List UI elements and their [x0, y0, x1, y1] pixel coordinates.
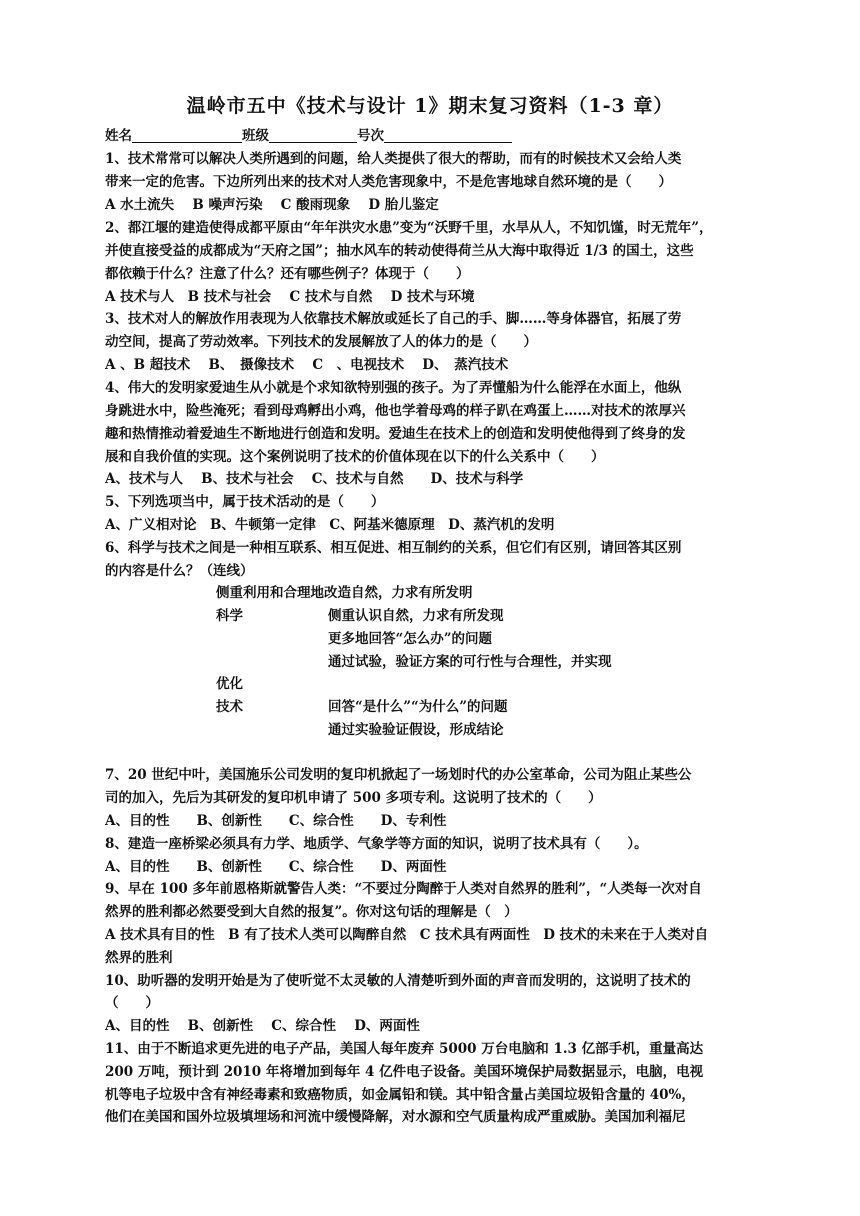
number-label: 号次 [357, 128, 384, 144]
q1-line1: 1、技术常常可以解决人类所遇到的问题，给人类提供了很大的帮助，而有的时候技术又会给人类 [105, 151, 682, 167]
match-label-technology[interactable]: 技术 [216, 699, 243, 715]
q7-options: A、目的性 B、创新性 C、综合性 D、专利性 [105, 813, 447, 829]
q7-line2: 司的加入，先后为其研发的复印机申请了 500 多项专利。这说明了技术的（ ） [105, 790, 602, 806]
student-info-line [105, 126, 765, 146]
q5-line1: 5、下列选项当中，属于技术活动的是（ ） [105, 494, 385, 510]
q10-options: A、目的性 B、创新性 C、综合性 D、两面性 [105, 1018, 420, 1034]
q4-line2: 身跳进水中，险些淹死；看到母鸡孵出小鸡，他也学着母鸡的样子趴在鸡蛋上……对技术的浓厚兴 [105, 403, 686, 419]
name-label: 姓名 [105, 128, 132, 144]
q4-options: A、技术与人 B、技术与社会 C、技术与自然 D、技术与科学 [105, 471, 524, 487]
q10-line2: （ ） [105, 995, 159, 1011]
q8-line1: 8、建造一座桥梁必须具有力学、地质学、气象学等方面的知识，说明了技术具有（ ）。 [105, 836, 648, 852]
q6-line1: 6、科学与技术之间是一种相互联系、相互促进、相互制约的关系，但它们有区别，请回答其区别 [105, 540, 682, 556]
q3-options: A 、B 超技术 B、 摄像技术 C 、电视技术 D、 蒸汽技术 [105, 357, 509, 373]
q6-line2: 的内容是什么？（连线） [105, 563, 254, 579]
q2-line2: 并使直接受益的成都成为“天府之国”；抽水风车的转动使得荷兰从大海中取得近 1/3 的国土，这些 [105, 243, 694, 259]
q11-line4: 他们在美国和国外垃圾填埋场和河流中缓慢降解，对水源和空气质量构成严重威胁。美国加利福尼 [105, 1109, 686, 1125]
q4-line3: 趣和热情推动着爱迪生不断地进行创造和发明。爱迪生在技术上的创造和发明使他得到了终身的发 [105, 426, 686, 442]
class-label: 班级 [242, 128, 269, 144]
q11-line1: 11、由于不断追求更先进的电子产品，美国人每年废弃 5000 万台电脑和 1.3 亿部手机，重量高达 [105, 1041, 704, 1057]
q2-line1: 2、都江堰的建造使得成都平原由“年年洪灾水患”变为“沃野千里，水旱从人，不知饥馑，时无荒年”， [105, 220, 713, 236]
match-item-3[interactable]: 更多地回答“怎么办”的问题 [328, 631, 493, 647]
q9-line2: 然界的胜利都必然要受到大自然的报复”。你对这句话的理解是（ ） [105, 904, 518, 920]
match-item-2[interactable]: 侧重认识自然，力求有所发现 [328, 608, 504, 624]
q1-line2: 带来一定的危害。下边所列出来的技术对人类危害现象中，不是危害地球自然环境的是（ ） [105, 174, 672, 190]
match-item-4[interactable]: 通过试验，验证方案的可行性与合理性，并实现 [328, 654, 612, 670]
q4-line1: 4、伟大的发明家爱迪生从小就是个求知欲特别强的孩子。为了弄懂船为什么能浮在水面上，他纵 [105, 380, 682, 396]
match-item-4-cont: 优化 [216, 676, 243, 692]
q2-options: A 技术与人 B 技术与社会 C 技术与自然 D 技术与环境 [105, 289, 475, 305]
q11-line3: 机等电子垃圾中含有神经毒素和致癌物质，如金属铅和镁。其中铅含量占美国垃圾铅含量的 40%， [105, 1087, 695, 1103]
q5-options: A、广义相对论 B、牛顿第一定律 C、阿基米德原理 D、蒸汽机的发明 [105, 517, 555, 533]
q9-line4: 然界的胜利 [105, 950, 173, 966]
q11-line2: 200 万吨，预计到 2010 年将增加到每年 4 亿件电子设备。美国环境保护局数据显示，电脑，电视 [105, 1064, 704, 1080]
q4-line4: 展和自我价值的实现。这个案例说明了技术的价值体现在以下的什么关系中（ ） [105, 449, 605, 465]
match-label-science[interactable]: 科学 [216, 608, 243, 624]
q9-line3: A 技术具有目的性 B 有了技术人类可以陶醉自然 C 技术具有两面性 D 技术的未来在于人类对自 [105, 927, 709, 943]
q10-line1: 10、助听器的发明开始是为了使听觉不太灵敏的人清楚听到外面的声音而发明的，这说明了技术的 [105, 973, 691, 989]
name-blank[interactable] [132, 128, 242, 143]
q3-line2: 动空间，提高了劳动效率。下列技术的发展解放了人的体力的是（ ） [105, 334, 537, 350]
q8-options: A、目的性 B、创新性 C、综合性 D、两面性 [105, 859, 447, 875]
number-blank[interactable] [384, 128, 512, 143]
page-title: 温岭市五中《技术与设计 1》期末复习资料（1-3 章） [186, 95, 674, 117]
q2-line3: 都依赖于什么？注意了什么？还有哪些例子？体现于（ ） [105, 266, 470, 282]
match-item-1[interactable]: 侧重利用和合理地改造自然，力求有所发明 [216, 585, 473, 601]
q7-line1: 7、20 世纪中叶，美国施乐公司发明的复印机掀起了一场划时代的办公室革命，公司为阻止某些公 [105, 767, 692, 783]
q1-options: A 水土流失 B 噪声污染 C 酸雨现象 D 胎儿鉴定 [105, 197, 439, 213]
match-item-5[interactable]: 回答“是什么”“为什么”的问题 [328, 699, 508, 715]
class-blank[interactable] [269, 128, 357, 143]
match-item-6[interactable]: 通过实验验证假设，形成结论 [328, 722, 504, 738]
q9-line1: 9、早在 100 多年前恩格斯就警告人类：“不要过分陶醉于人类对自然界的胜利”，“人类每一次对自 [105, 881, 702, 897]
q3-line1: 3、技术对人的解放作用表现为人依靠技术解放或延长了自己的手、脚……等身体器官，拓展了劳 [105, 311, 682, 327]
